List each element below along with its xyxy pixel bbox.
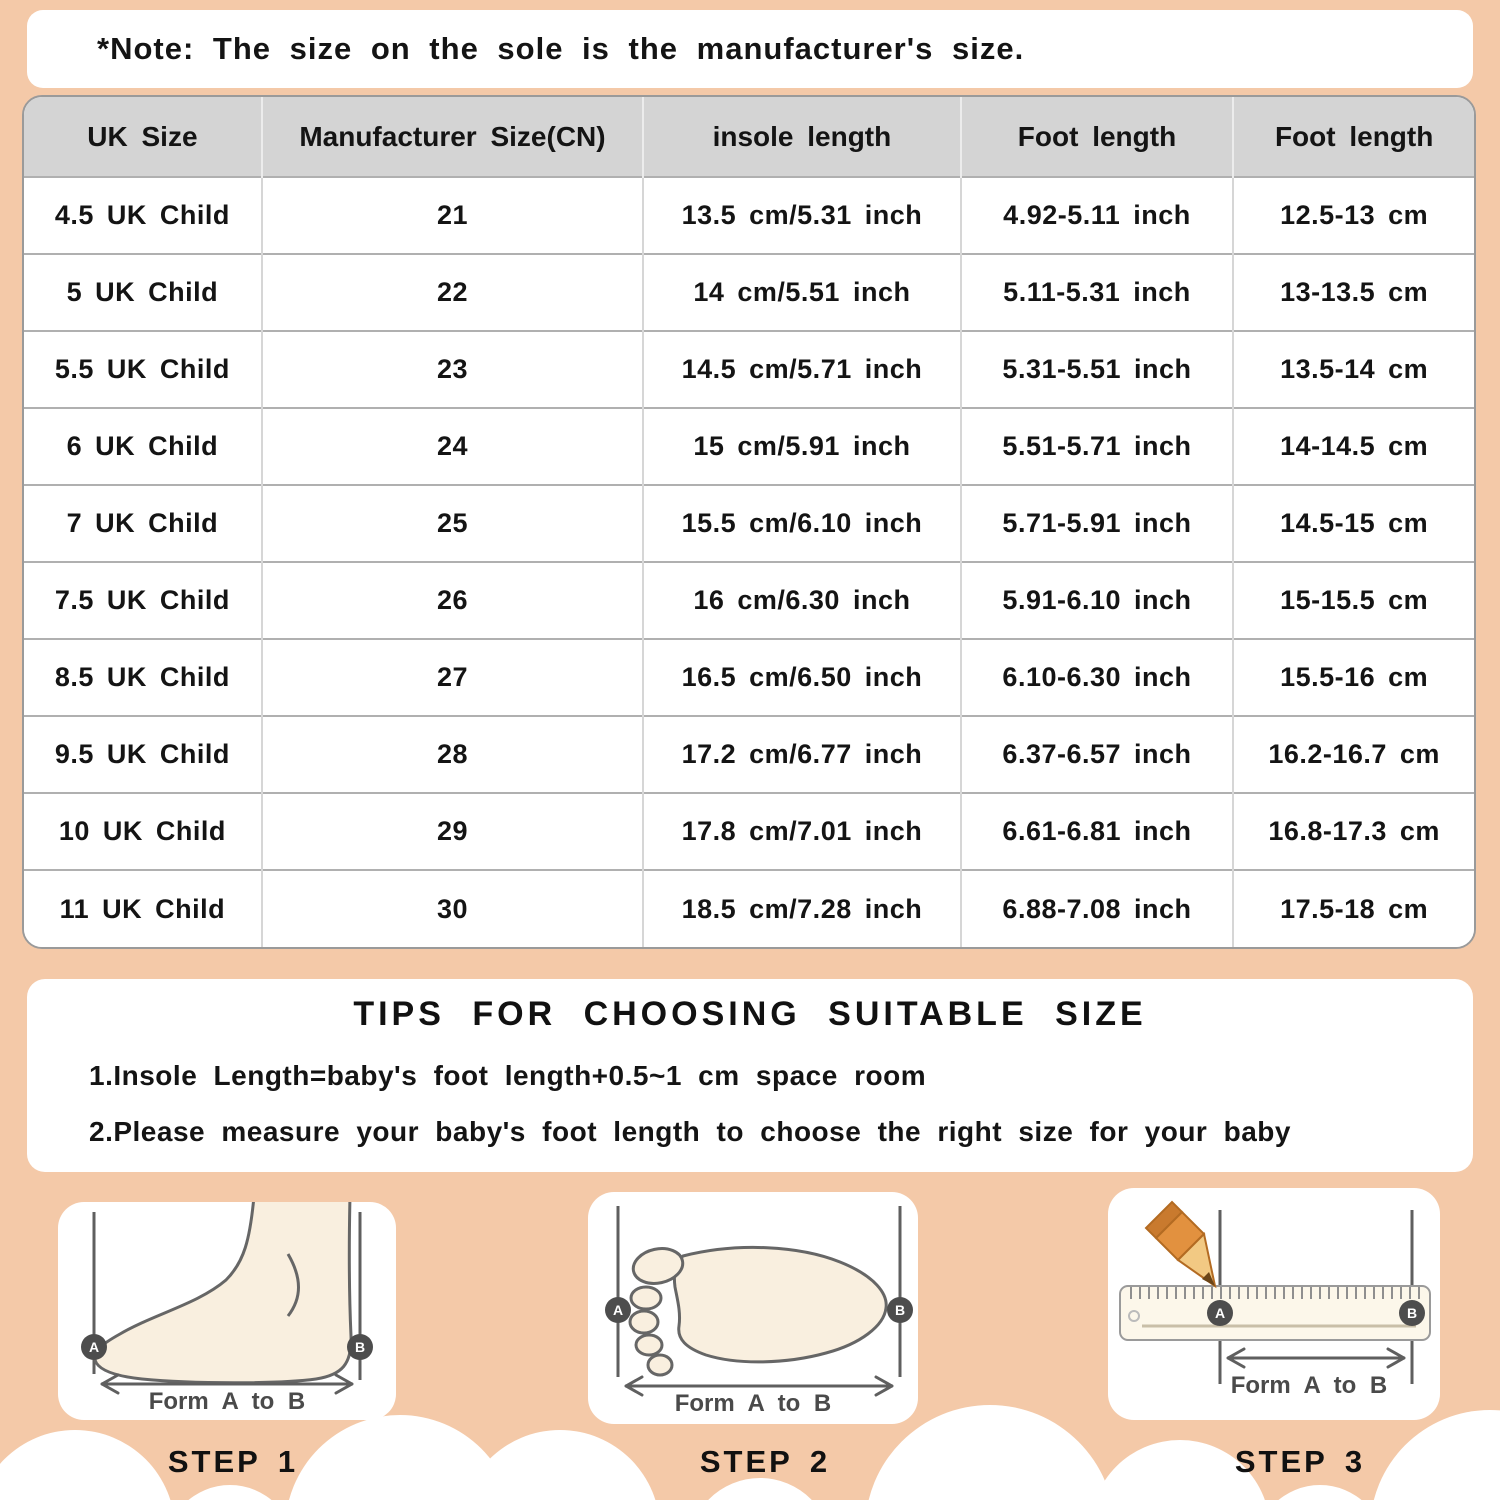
table-cell: 11 UK Child: [24, 870, 262, 947]
table-cell: 24: [262, 408, 643, 485]
table-cell: 15 cm/5.91 inch: [643, 408, 961, 485]
table-cell: 16 cm/6.30 inch: [643, 562, 961, 639]
tips-title: TIPS FOR CHOOSING SUITABLE SIZE: [353, 995, 1147, 1033]
table-cell: 13.5-14 cm: [1233, 331, 1474, 408]
step-label-1: STEP 1: [167, 1444, 299, 1479]
table-cell: 12.5-13 cm: [1233, 177, 1474, 254]
tip-item-1: 1.Insole Length=baby's foot length+0.5~1 cm space room: [89, 1060, 927, 1091]
table-cell: 8.5 UK Child: [24, 639, 262, 716]
table-cell: 5.31-5.51 inch: [961, 331, 1234, 408]
table-row: [24, 254, 1474, 331]
table-cell: 25: [262, 485, 643, 562]
table-cell: 15.5 cm/6.10 inch: [643, 485, 961, 562]
table-row: [24, 870, 1474, 947]
step-card-2: [588, 1192, 918, 1424]
tips-panel: [27, 979, 1473, 1172]
table-cell: 14.5-15 cm: [1233, 485, 1474, 562]
table-cell: 5.71-5.91 inch: [961, 485, 1234, 562]
marker-a: A: [605, 1297, 631, 1323]
table-cell: 6.88-7.08 inch: [961, 870, 1234, 947]
table-cell: 21: [262, 177, 643, 254]
table-cell: 17.8 cm/7.01 inch: [643, 793, 961, 870]
table-row: [24, 485, 1474, 562]
table-cell: 5.11-5.31 inch: [961, 254, 1234, 331]
table-cell: 6.61-6.81 inch: [961, 793, 1234, 870]
header-manufacturer: Manufacturer Size(CN): [262, 97, 643, 177]
table-cell: 28: [262, 716, 643, 793]
table-cell: 6 UK Child: [24, 408, 262, 485]
header-foot-length-cm: Foot length: [1233, 97, 1474, 177]
table-cell: 10 UK Child: [24, 793, 262, 870]
tip-item-2: 2.Please measure your baby's foot length to choose the right size for your baby: [89, 1116, 1291, 1147]
table-cell: 6.37-6.57 inch: [961, 716, 1234, 793]
step-card-3: [1108, 1188, 1440, 1420]
step-card-1: [58, 1202, 396, 1420]
table-cell: 4.5 UK Child: [24, 177, 262, 254]
size-table: [22, 95, 1476, 949]
table-cell: 4.92-5.11 inch: [961, 177, 1234, 254]
table-cell: 13.5 cm/5.31 inch: [643, 177, 961, 254]
note-text: *Note: The size on the sole is the manufacturer's size.: [97, 31, 1025, 66]
table-header-row: [24, 97, 1474, 177]
table-cell: 6.10-6.30 inch: [961, 639, 1234, 716]
measure-caption: Form A to B: [1230, 1372, 1388, 1399]
table-cell: 14 cm/5.51 inch: [643, 254, 961, 331]
measure-caption: Form A to B: [148, 1388, 306, 1415]
table-row: [24, 177, 1474, 254]
table-cell: 7 UK Child: [24, 485, 262, 562]
step-label-3: STEP 3: [1234, 1444, 1366, 1479]
table-row: [24, 331, 1474, 408]
marker-b: B: [1399, 1300, 1425, 1326]
marker-b: B: [347, 1334, 373, 1360]
step-label-2: STEP 2: [699, 1444, 831, 1479]
marker-b: B: [887, 1297, 913, 1323]
table-row: [24, 408, 1474, 485]
table-cell: 5.5 UK Child: [24, 331, 262, 408]
table-cell: 14-14.5 cm: [1233, 408, 1474, 485]
table-cell: 15.5-16 cm: [1233, 639, 1474, 716]
measure-caption: Form A to B: [674, 1390, 832, 1417]
size-table-body: [24, 177, 1474, 947]
table-row: [24, 562, 1474, 639]
table-cell: 5.51-5.71 inch: [961, 408, 1234, 485]
table-cell: 23: [262, 331, 643, 408]
header-uk-size: UK Size: [24, 97, 262, 177]
table-cell: 16.8-17.3 cm: [1233, 793, 1474, 870]
table-cell: 16.5 cm/6.50 inch: [643, 639, 961, 716]
table-cell: 30: [262, 870, 643, 947]
table-cell: 27: [262, 639, 643, 716]
table-cell: 18.5 cm/7.28 inch: [643, 870, 961, 947]
table-cell: 29: [262, 793, 643, 870]
note-panel: [27, 10, 1473, 88]
table-cell: 5 UK Child: [24, 254, 262, 331]
table-cell: 15-15.5 cm: [1233, 562, 1474, 639]
table-cell: 16.2-16.7 cm: [1233, 716, 1474, 793]
header-insole-length: insole length: [643, 97, 961, 177]
table-cell: 5.91-6.10 inch: [961, 562, 1234, 639]
table-cell: 9.5 UK Child: [24, 716, 262, 793]
table-cell: 13-13.5 cm: [1233, 254, 1474, 331]
table-cell: 17.5-18 cm: [1233, 870, 1474, 947]
table-cell: 26: [262, 562, 643, 639]
table-cell: 17.2 cm/6.77 inch: [643, 716, 961, 793]
header-foot-length-in: Foot length: [961, 97, 1234, 177]
table-cell: 14.5 cm/5.71 inch: [643, 331, 961, 408]
size-table-grid: [24, 97, 1474, 947]
table-row: [24, 639, 1474, 716]
table-row: [24, 793, 1474, 870]
table-row: [24, 716, 1474, 793]
table-cell: 7.5 UK Child: [24, 562, 262, 639]
marker-a: A: [1207, 1300, 1233, 1326]
marker-a: A: [81, 1334, 107, 1360]
table-cell: 22: [262, 254, 643, 331]
